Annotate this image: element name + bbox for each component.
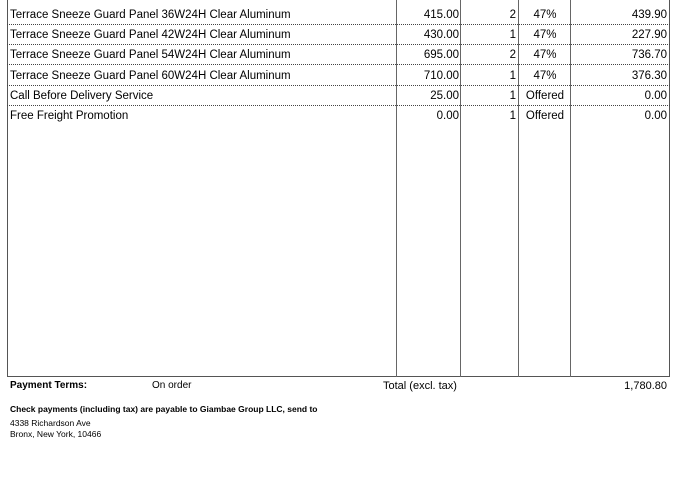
- total-value: 1,780.80: [624, 380, 667, 392]
- item-description: Terrace Sneeze Guard Panel 60W24H Clear Aluminum: [10, 70, 291, 82]
- item-description: Free Freight Promotion: [10, 110, 129, 122]
- table-row: [7, 25, 670, 45]
- item-price: 0.00: [436, 110, 459, 122]
- item-discount: 47%: [533, 70, 557, 82]
- address-line-2: Bronx, New York, 10466: [10, 429, 102, 439]
- item-quantity: 1: [509, 90, 516, 102]
- item-quantity: 1: [509, 110, 516, 122]
- item-quantity: 1: [509, 70, 516, 82]
- item-total: 376.30: [631, 70, 667, 82]
- item-price: 25.00: [430, 90, 459, 102]
- payment-terms-label: Payment Terms:: [10, 380, 88, 391]
- item-description: Terrace Sneeze Guard Panel 42W24H Clear Aluminum: [10, 29, 291, 41]
- item-description: Call Before Delivery Service: [10, 90, 154, 102]
- item-total: 0.00: [644, 110, 667, 122]
- table-row: [7, 66, 670, 86]
- table-row: [7, 106, 670, 126]
- item-price: 695.00: [423, 49, 459, 61]
- item-description: Terrace Sneeze Guard Panel 36W24H Clear Aluminum: [10, 9, 291, 21]
- item-discount: 47%: [533, 29, 557, 41]
- item-quantity: 1: [509, 29, 516, 41]
- item-quantity: 2: [509, 49, 516, 61]
- total-label: Total (excl. tax): [383, 380, 457, 392]
- item-total: 736.70: [631, 49, 667, 61]
- item-price: 430.00: [423, 29, 459, 41]
- payment-terms-value: On order: [152, 380, 192, 391]
- item-discount: 47%: [533, 49, 557, 61]
- item-total: 0.00: [644, 90, 667, 102]
- address-line-1: 4338 Richardson Ave: [10, 418, 91, 428]
- item-discount: Offered: [525, 110, 565, 122]
- item-discount: Offered: [525, 90, 565, 102]
- item-quantity: 2: [509, 9, 516, 21]
- item-price: 415.00: [423, 9, 459, 21]
- item-discount: 47%: [533, 9, 557, 21]
- table-row: [7, 86, 670, 106]
- payment-note: Check payments (including tax) are payable to Giambae Group LLC, send to: [10, 404, 318, 414]
- table-row: [7, 5, 670, 25]
- item-total: 227.90: [631, 29, 667, 41]
- row-divider: [7, 64, 670, 65]
- item-total: 439.90: [631, 9, 667, 21]
- item-description: Terrace Sneeze Guard Panel 54W24H Clear Aluminum: [10, 49, 291, 61]
- item-price: 710.00: [423, 70, 459, 82]
- table-row: [7, 45, 670, 65]
